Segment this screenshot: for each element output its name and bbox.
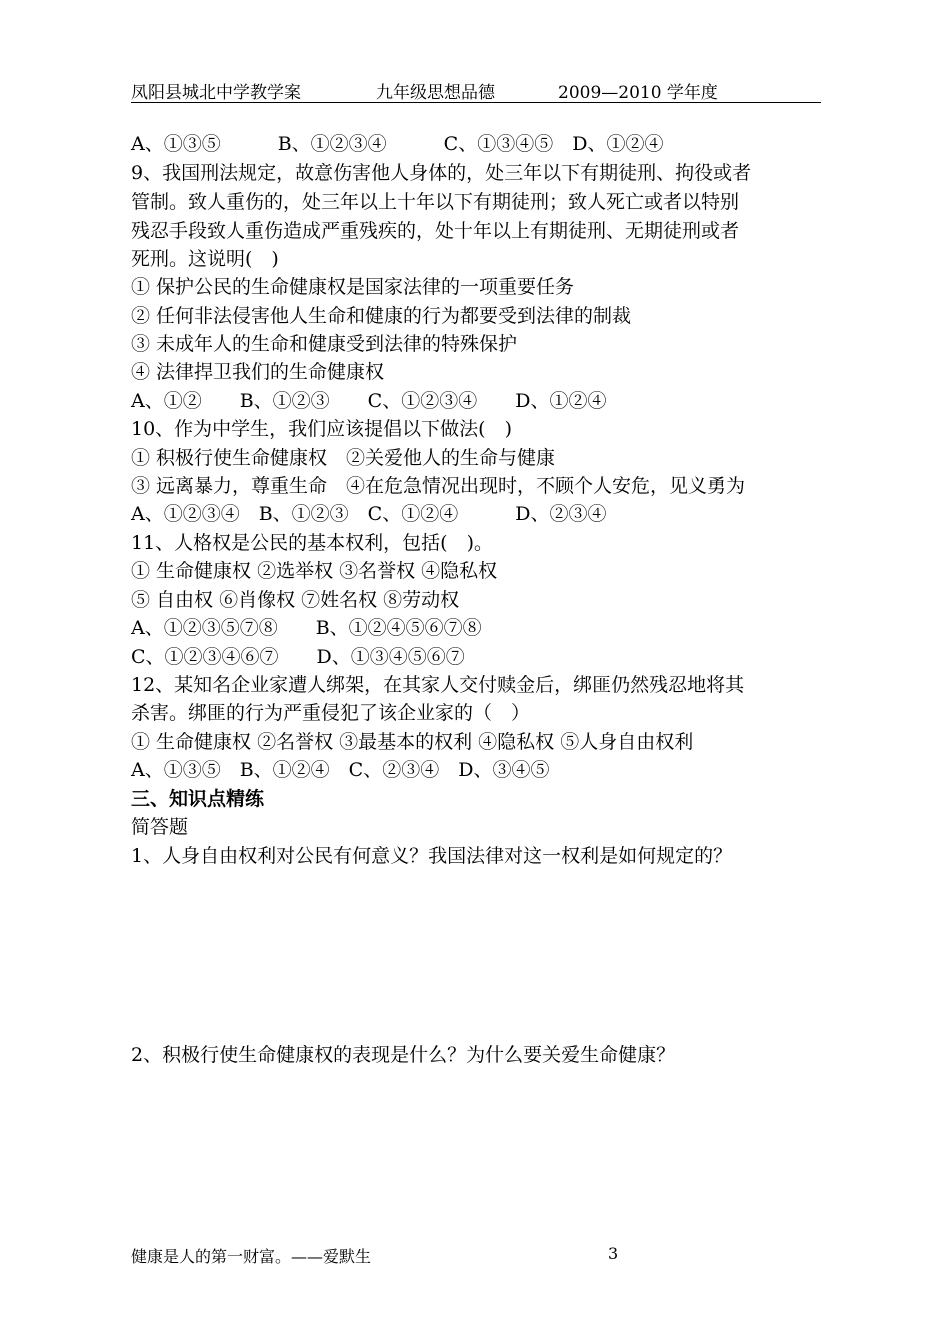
- header-school: 凤阳县城北中学教学案: [131, 83, 301, 103]
- text-line: ② 任何非法侵害他人生命和健康的行为都要受到法律的制裁: [131, 305, 632, 327]
- text-line: ⑤ 自由权 ⑥肖像权 ⑦姓名权 ⑧劳动权: [131, 589, 460, 611]
- text-line: A、①②③⑤⑦⑧ B、①②④⑤⑥⑦⑧: [131, 617, 482, 639]
- text-line: 11、人格权是公民的基本权利，包括( )。: [131, 532, 494, 554]
- section-title: 三、知识点精练: [131, 788, 265, 810]
- page-header: [131, 76, 821, 103]
- text-line: ① 生命健康权 ②选举权 ③名誉权 ④隐私权: [131, 560, 498, 582]
- text-line: ① 保护公民的生命健康权是国家法律的一项重要任务: [131, 276, 575, 298]
- text-line: A、①③⑤ B、①②③④ C、①③④⑤ D、①②④: [131, 133, 664, 155]
- text-line: 9、我国刑法规定，故意伤害他人身体的，处三年以下有期徒刑、拘役或者: [131, 162, 752, 184]
- footer-quote: 健康是人的第一财富。——爱默生: [131, 1247, 372, 1266]
- short-answer-question-1: 1、人身自由权利对公民有何意义？我国法律对这一权利是如何规定的？: [131, 845, 733, 867]
- header-year: 2009—2010 学年度: [558, 83, 718, 103]
- page-number: 3: [608, 1244, 619, 1263]
- text-line: 残忍手段致人重伤造成严重残疾的，处十年以上有期徒刑、无期徒刑或者: [131, 220, 740, 242]
- text-line: A、①③⑤ B、①②④ C、②③④ D、③④⑤: [131, 759, 550, 781]
- text-line: ① 积极行使生命健康权 ②关爱他人的生命与健康: [131, 447, 556, 469]
- text-line: ③ 未成年人的生命和健康受到法律的特殊保护: [131, 333, 518, 355]
- text-line: 管制。致人重伤的，处三年以上十年以下有期徒刑；致人死亡或者以特别: [131, 191, 740, 213]
- text-line: A、①②③④ B、①②③ C、①②④ D、②③④: [131, 503, 607, 525]
- text-line: ① 生命健康权 ②名誉权 ③最基本的权利 ④隐私权 ⑤人身自由权利: [131, 731, 694, 753]
- header-subject: 九年级思想品德: [376, 83, 495, 103]
- text-line: 杀害。绑匪的行为严重侵犯了该企业家的（ ）: [131, 702, 531, 724]
- text-line: ③ 远离暴力，尊重生命 ④在危急情况出现时，不顾个人安危，见义勇为: [131, 475, 746, 497]
- text-line: 死刑。这说明( ): [131, 248, 279, 270]
- short-answer-question-2: 2、积极行使生命健康权的表现是什么？为什么要关爱生命健康？: [131, 1044, 676, 1066]
- text-line: 12、某知名企业家遭人绑架，在其家人交付赎金后，绑匪仍然残忍地将其: [131, 674, 745, 696]
- text-line: C、①②③④⑥⑦ D、①③④⑤⑥⑦: [131, 646, 465, 668]
- text-line: 10、作为中学生，我们应该提倡以下做法( ): [131, 418, 513, 440]
- section-subtitle: 简答题: [131, 816, 189, 838]
- text-line: ④ 法律捍卫我们的生命健康权: [131, 361, 385, 383]
- text-line: A、①② B、①②③ C、①②③④ D、①②④: [131, 390, 607, 412]
